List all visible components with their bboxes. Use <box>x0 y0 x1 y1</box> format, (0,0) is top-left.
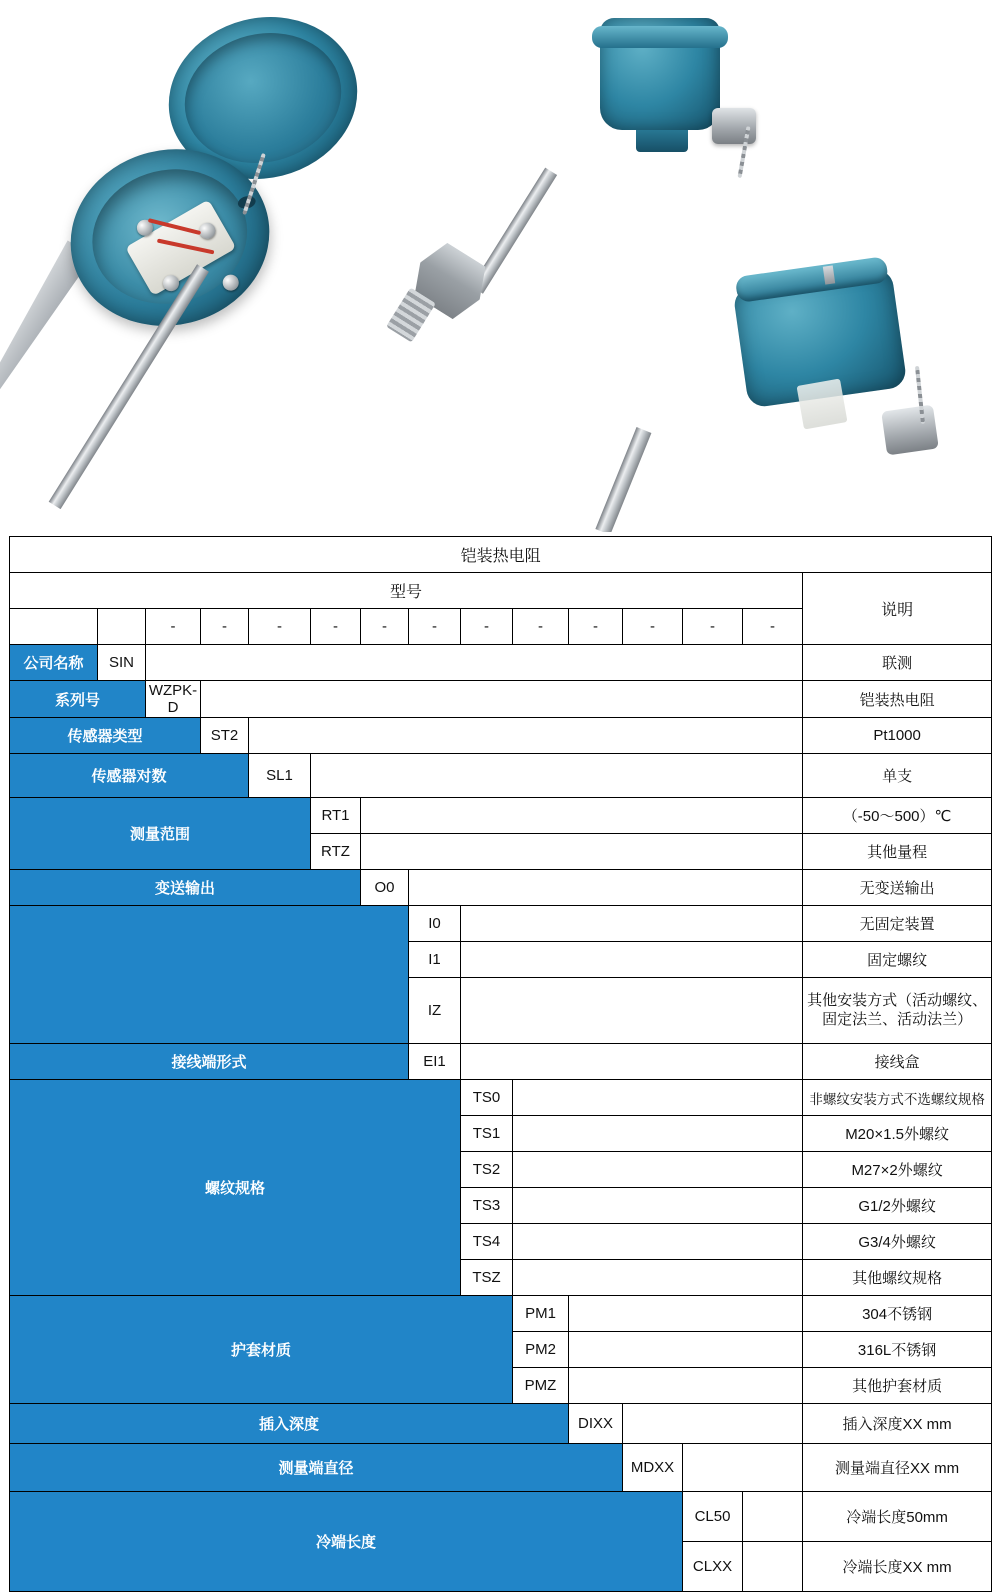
row-code-sl1: SL1 <box>249 754 311 798</box>
table-row-header <box>10 573 992 609</box>
row-empty <box>569 1296 803 1332</box>
dash-cell: - <box>146 609 201 645</box>
dash-cell-blank2 <box>98 609 146 645</box>
row-code-tsz: TSZ <box>461 1260 513 1296</box>
row-code-ei1: EI1 <box>409 1044 461 1080</box>
row-label-thread-spec: 螺纹规格 <box>10 1080 461 1296</box>
row-desc: 其他量程 <box>803 834 992 870</box>
row-desc: 冷端长度XX mm <box>803 1542 992 1592</box>
dash-cell: - <box>409 609 461 645</box>
row-code-st2: ST2 <box>201 718 249 754</box>
header-model: 型号 <box>10 573 803 609</box>
row-empty <box>513 1152 803 1188</box>
dash-cell: - <box>683 609 743 645</box>
row-empty <box>683 1444 803 1492</box>
row-desc: 单支 <box>803 754 992 798</box>
row-label-company: 公司名称 <box>10 645 98 681</box>
table-row <box>10 1444 992 1492</box>
dash-cell: - <box>623 609 683 645</box>
row-empty <box>569 1368 803 1404</box>
table-row <box>10 906 992 942</box>
row-empty <box>361 834 803 870</box>
row-empty <box>513 1260 803 1296</box>
row-empty <box>743 1542 803 1592</box>
row-code-i0: I0 <box>409 906 461 942</box>
row-desc: 联测 <box>803 645 992 681</box>
dash-cell: - <box>249 609 311 645</box>
right-probe-rod <box>595 427 651 532</box>
row-code-i1: I1 <box>409 942 461 978</box>
row-code-ts1: TS1 <box>461 1116 513 1152</box>
row-code-sin: SIN <box>98 645 146 681</box>
table-row <box>10 754 992 798</box>
row-desc: 无固定装置 <box>803 906 992 942</box>
row-desc: Pt1000 <box>803 718 992 754</box>
row-code-cl50: CL50 <box>683 1492 743 1542</box>
middle-head <box>600 18 720 130</box>
row-empty <box>409 870 803 906</box>
table-row <box>10 870 992 906</box>
row-label-output: 变送输出 <box>10 870 361 906</box>
row-desc: 316L不锈钢 <box>803 1332 992 1368</box>
dash-cell: - <box>513 609 569 645</box>
model-selection-table <box>9 536 991 1592</box>
table-title: 铠装热电阻 <box>10 537 992 573</box>
table-row <box>10 718 992 754</box>
row-empty <box>513 1188 803 1224</box>
row-code-rtz: RTZ <box>311 834 361 870</box>
row-desc: 其他护套材质 <box>803 1368 992 1404</box>
row-code-pm2: PM2 <box>513 1332 569 1368</box>
row-desc: 其他螺纹规格 <box>803 1260 992 1296</box>
row-desc: G1/2外螺纹 <box>803 1188 992 1224</box>
dash-cell: - <box>361 609 409 645</box>
table-row <box>10 1296 992 1332</box>
row-desc: M20×1.5外螺纹 <box>803 1116 992 1152</box>
row-empty <box>311 754 803 798</box>
table-row <box>10 1044 992 1080</box>
table-row <box>10 645 992 681</box>
table-row <box>10 1404 992 1444</box>
row-code-mdxx: MDXX <box>623 1444 683 1492</box>
row-empty <box>461 978 803 1044</box>
row-code-pmz: PMZ <box>513 1368 569 1404</box>
row-desc: M27×2外螺纹 <box>803 1152 992 1188</box>
row-empty <box>461 942 803 978</box>
row-empty <box>513 1224 803 1260</box>
row-label-sensor-pairs: 传感器对数 <box>10 754 249 798</box>
product-photo <box>0 0 1000 532</box>
row-desc: 其他安装方式（活动螺纹、固定法兰、活动法兰） <box>803 978 992 1044</box>
row-code-rt1: RT1 <box>311 798 361 834</box>
table-row-title <box>10 537 992 573</box>
row-desc: （-50～500）℃ <box>803 798 992 834</box>
dash-cell-blank <box>10 609 98 645</box>
table-row <box>10 1492 992 1542</box>
row-desc: G3/4外螺纹 <box>803 1224 992 1260</box>
row-desc: 无变送输出 <box>803 870 992 906</box>
right-nameplate-label <box>797 379 848 430</box>
row-code-ts3: TS3 <box>461 1188 513 1224</box>
row-empty <box>146 645 803 681</box>
table-row <box>10 798 992 834</box>
row-empty <box>743 1492 803 1542</box>
row-label-tip-diameter: 测量端直径 <box>10 1444 623 1492</box>
row-empty <box>249 718 803 754</box>
left-head-interior <box>78 153 262 320</box>
dash-cell: - <box>311 609 361 645</box>
row-label-terminal: 接线端形式 <box>10 1044 409 1080</box>
row-code-pm1: PM1 <box>513 1296 569 1332</box>
table-row <box>10 1080 992 1116</box>
row-code-ts2: TS2 <box>461 1152 513 1188</box>
row-label-series: 系列号 <box>10 681 146 718</box>
row-label-sensor-type: 传感器类型 <box>10 718 201 754</box>
row-desc: 测量端直径XX mm <box>803 1444 992 1492</box>
header-desc: 说明 <box>803 573 992 645</box>
row-empty <box>201 681 803 718</box>
table-row <box>10 681 992 718</box>
row-code-o0: O0 <box>361 870 409 906</box>
row-label-cold-end-length: 冷端长度 <box>10 1492 683 1592</box>
row-label-mounting <box>10 906 409 1044</box>
row-code-iz: IZ <box>409 978 461 1044</box>
row-desc: 固定螺纹 <box>803 942 992 978</box>
row-code-clxx: CLXX <box>683 1542 743 1592</box>
row-code-dixx: DIXX <box>569 1404 623 1444</box>
row-desc: 304不锈钢 <box>803 1296 992 1332</box>
row-empty <box>461 906 803 942</box>
row-empty <box>361 798 803 834</box>
row-label-range: 测量范围 <box>10 798 311 870</box>
row-desc: 冷端长度50mm <box>803 1492 992 1542</box>
row-empty <box>513 1116 803 1152</box>
dash-cell: - <box>743 609 803 645</box>
row-code-ts0: TS0 <box>461 1080 513 1116</box>
row-desc: 接线盒 <box>803 1044 992 1080</box>
terminal-screw <box>221 273 240 292</box>
dash-cell: - <box>569 609 623 645</box>
row-desc: 插入深度XX mm <box>803 1404 992 1444</box>
row-code-wzpkd: WZPK-D <box>146 681 201 718</box>
row-empty <box>513 1080 803 1116</box>
row-label-insertion-depth: 插入深度 <box>10 1404 569 1444</box>
row-code-ts4: TS4 <box>461 1224 513 1260</box>
dash-cell: - <box>461 609 513 645</box>
row-label-sheath-material: 护套材质 <box>10 1296 513 1404</box>
dash-cell: - <box>201 609 249 645</box>
row-empty <box>461 1044 803 1080</box>
spec-table <box>9 536 992 1592</box>
row-empty <box>623 1404 803 1444</box>
row-desc: 铠装热电阻 <box>803 681 992 718</box>
row-desc: 非螺纹安装方式不选螺纹规格 <box>803 1080 992 1116</box>
row-empty <box>569 1332 803 1368</box>
right-cable-gland-cap <box>881 405 939 456</box>
